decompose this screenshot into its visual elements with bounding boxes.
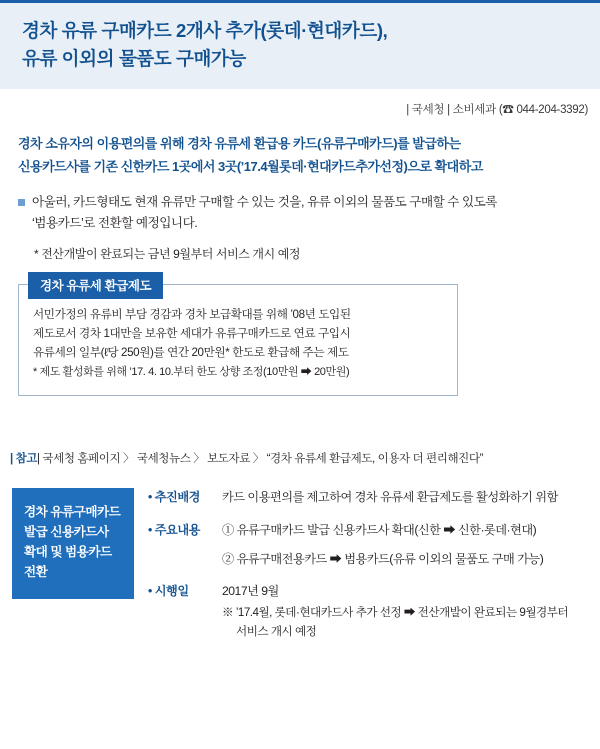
body-content [0, 117, 600, 262]
summary-row-key [148, 582, 222, 599]
summary-title-block [12, 488, 134, 599]
reference-label: | 참고 [10, 453, 38, 465]
source-contact-line: | 국세청 | 소비세과 (☎ 044-204-3392) [406, 104, 588, 117]
summary-row-extra-line-1: ※ ’17.4월, 롯데·현대카드사 추가 선정 ➡ 전산개발이 완료되는 9월경부터 [222, 606, 569, 620]
bullet-item [18, 192, 582, 235]
page-title-line-2: 유류 이외의 물품도 구매가능 [22, 48, 246, 70]
summary-row [148, 488, 600, 508]
callout-box [18, 279, 458, 396]
summary-row-value [222, 582, 279, 602]
dot-bullet-icon: • [148, 584, 152, 599]
summary-row-value-line-1: ① 유류구매카드 발급 신용카드사 확대(신한 ➡ 신한·롯데·현대) [222, 522, 537, 537]
bullet-text [32, 192, 497, 235]
summary-row [148, 582, 600, 602]
reference-text: | 국세청 홈페이지 〉 국세청뉴스 〉 보도자료 〉 “경차 유류세 환급제도, 이용자 더 편리해진다” [37, 453, 484, 465]
lead-line-1: 경차 소유자의 이용편의를 위해 경차 유류세 환급용 카드(유류구매카드)를 발급하는 [18, 136, 461, 152]
header-banner [0, 0, 600, 89]
summary-row [148, 521, 600, 570]
dot-bullet-icon: • [148, 490, 152, 504]
summary-title-line-4: 전환 [24, 565, 48, 580]
summary-row-value [222, 521, 543, 570]
summary-row-key [148, 488, 222, 505]
lead-line-2: 신용카드사를 기존 신한카드 1곳에서 3곳(’17.4월롯데·현대카드추가선정)으로 확대하고 [18, 158, 483, 174]
dot-bullet-icon: • [148, 522, 152, 537]
summary-title-line-2: 발급 신용카드사 [24, 525, 109, 540]
summary-row-key-text: 추진배경 [154, 490, 200, 504]
callout-line-3: 유류세의 일부(ℓ당 250원)를 연간 20만원* 한도로 환급해 주는 제도 [33, 346, 349, 360]
summary-row-key [148, 521, 222, 538]
body-footnote: * 전산개발이 완료되는 금년 9월부터 서비스 개시 예정 [34, 247, 301, 262]
page-title-line-1: 경차 유류 구매카드 2개사 추가(롯데·현대카드), [22, 20, 388, 41]
summary-title-line-3: 확대 및 범용카드 [24, 545, 112, 560]
reference-line [10, 450, 600, 466]
bullet-line-2: ‘범용카드’로 전환할 예정입니다. [32, 216, 198, 231]
callout-tab-label: 경차 유류세 환급제도 [28, 272, 163, 299]
lead-paragraph [18, 133, 582, 179]
summary-row-key-text: 시행일 [154, 584, 189, 599]
summary-section [12, 488, 600, 641]
summary-title-line-1: 경차 유류구매카드 [24, 505, 121, 519]
summary-row-key-text: 주요내용 [154, 522, 200, 537]
summary-row-value-line-1: 카드 이용편의를 제고하여 경차 유류세 환급제도를 활성화하기 위함 [222, 490, 558, 504]
page-title [22, 17, 578, 73]
summary-row-extra-line-2: 서비스 개시 예정 [236, 624, 317, 638]
bullet-line-1: 아울러, 카드형태도 현재 유류만 구매할 수 있는 것을, 유류 이외의 물품도 구매할 수 있도록 [32, 194, 497, 209]
callout-footnote: * 제도 활성화를 위해 ’17. 4. 10.부터 한도 상향 조정(10만원 ➡ 20만원) [33, 366, 350, 379]
callout-line-2: 제도로서 경차 1대만을 보유한 세대가 유류구매카드로 연료 구입시 [33, 327, 351, 341]
summary-row-extra [222, 604, 600, 641]
square-bullet-icon [18, 199, 25, 206]
summary-row-value-line-2: ② 유류구매전용카드 ➡ 범용카드(유류 이외의 물품도 구매 가능) [222, 551, 544, 566]
summary-row-value [222, 488, 558, 508]
summary-row-value-line-1: 2017년 9월 [222, 584, 279, 599]
summary-rows [134, 488, 600, 641]
callout-line-1: 서민가정의 유류비 부담 경감과 경차 보급확대를 위해 ’08년 도입된 [33, 308, 351, 322]
